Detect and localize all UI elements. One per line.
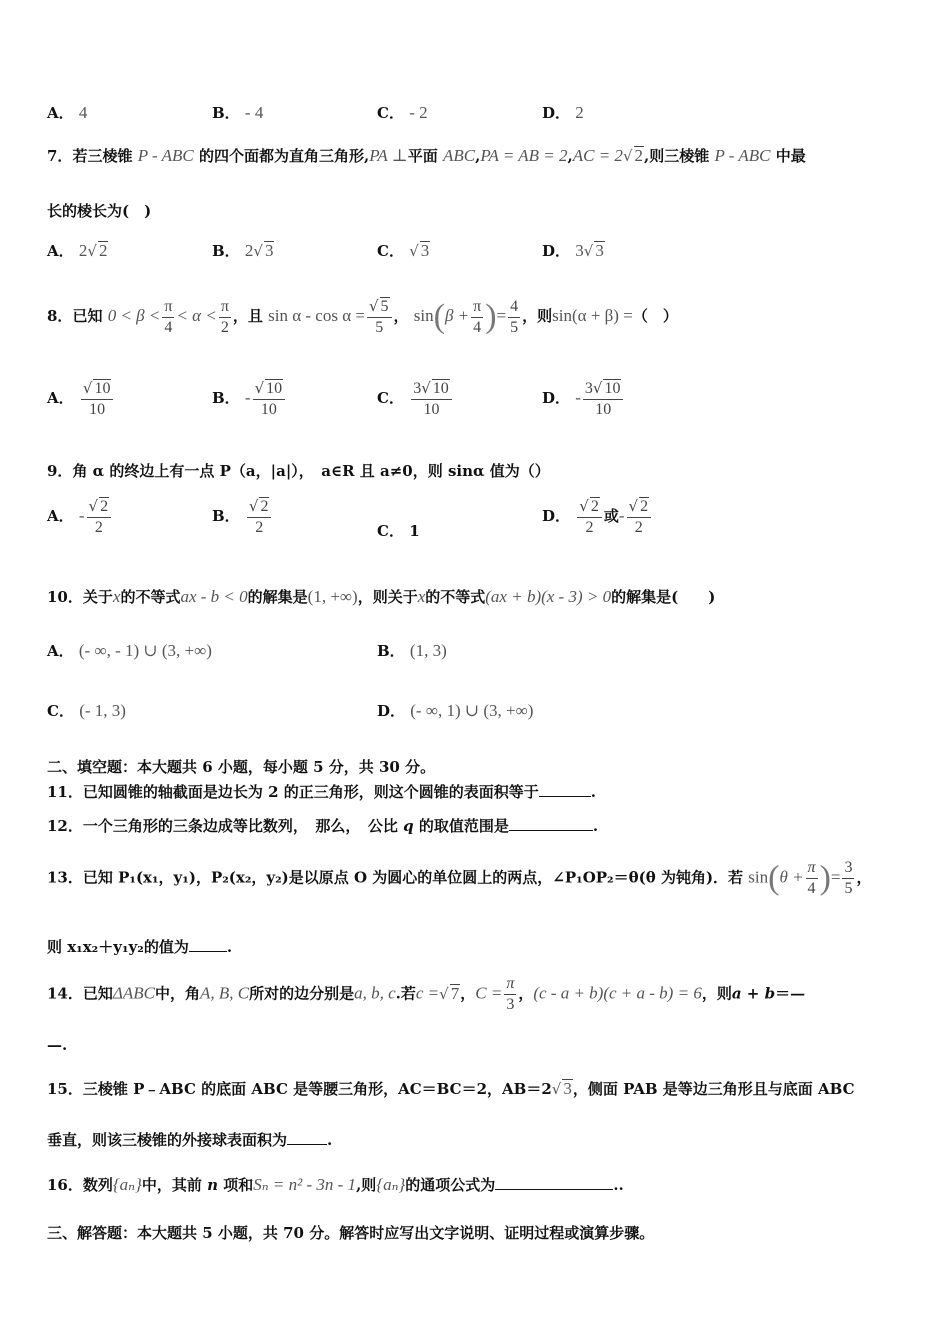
q16-stem: 16．数列{aₙ}中，其前 n 项和Sₙ = n² - 3n - 1,则{aₙ}的通项公式为 .. xyxy=(47,1175,624,1194)
q8-option-d: D． - $\frac{3√ 10}{10}$ xyxy=(542,378,625,420)
q7-option-b: B． 2√ 3 xyxy=(212,241,274,260)
q7-option-d: D． 3√ 3 xyxy=(542,241,604,260)
q13-answer-blank xyxy=(189,937,227,952)
q11-answer-blank xyxy=(539,782,591,797)
q13-stem-line2: 则 x₁x₂＋y₁y₂的值为 . xyxy=(47,938,233,956)
q9-option-d: D． $\frac{√ 2}{2}$ 或- $\frac{√ 2}{2}$ xyxy=(542,496,653,538)
q14-stem-line2: —. xyxy=(47,1036,68,1054)
q8-stem: 8．已知 0 < β < $\frac{\pi}{4}$ < α < $\frac{\pi}{2}$ ，且 sin α - cos α = $\frac{√ 5}{5}$ ， sin(β + $\frac{\pi}{4}$ )= $\frac{4}{5}$ ，则sin(α + β) =（ ） xyxy=(47,297,678,336)
q6-option-b: B． - 4 xyxy=(212,103,264,122)
q12-stem: 12．一个三角形的三条边成等比数列， 那么， 公比 q 的取值范围是 . xyxy=(47,817,599,835)
q10-option-c: C． (- 1, 3) xyxy=(47,701,126,720)
q7-option-a: A． 2√ 2 xyxy=(47,241,108,260)
section-3-header: 三、解答题：本大题共 5 小题，共 70 分。解答时应写出文字说明、证明过程或演算步骤。 xyxy=(47,1224,655,1242)
section-2-header: 二、填空题：本大题共 6 小题，每小题 5 分，共 30 分。 xyxy=(47,758,436,776)
q13-stem: 13．已知 P₁(x₁，y₁)，P₂(x₂，y₂)是以原点 O 为圆心的单位圆上的两点，∠P₁OP₂＝θ(θ 为钝角)．若 sin(θ + $\frac{\pi}{4}$ )= $\frac{3}{5}$ ， xyxy=(47,859,872,897)
q10-stem: 10．关于x的不等式ax - b < 0的解集是(1, +∞)，则关于x的不等式(ax + b)(x - 3) > 0的解集是( ) xyxy=(47,587,716,606)
q6-option-a: A． 4 xyxy=(47,103,88,122)
q11-stem: 11．已知圆锥的轴截面是边长为 2 的正三角形，则这个圆锥的表面积等于 . xyxy=(47,783,596,801)
q9-option-c: C． 1 xyxy=(377,522,420,540)
q9-option-a: A． - $\frac{√ 2}{2}$ xyxy=(47,496,113,538)
q8-option-c: C． $\frac{3√ 10}{10}$ xyxy=(377,378,454,420)
q9-stem: 9．角 α 的终边上有一点 P（a，|a|）， a∈R 且 a≠0，则 sinα 值为（） xyxy=(47,462,550,480)
q12-answer-blank xyxy=(509,816,593,831)
q8-option-b: B． - $\frac{√ 10}{10}$ xyxy=(212,378,287,420)
q10-option-d: D． (- ∞, 1) ∪ (3, +∞) xyxy=(377,701,534,720)
q6-option-d: D． 2 xyxy=(542,103,584,122)
q10-option-a: A． (- ∞, - 1) ∪ (3, +∞) xyxy=(47,641,212,660)
q7-stem: 7．若三棱锥 P - ABC 的四个面都为直角三角形,PA ⊥平面 ABC,PA = AB = 2,AC = 2√ 2,则三棱锥 P - ABC 中最 xyxy=(47,146,806,165)
q8-option-a: A． $\frac{√ 10}{10}$ xyxy=(47,378,115,420)
q9-option-b: B． $\frac{√ 2}{2}$ xyxy=(212,496,273,538)
q16-answer-blank xyxy=(495,1175,613,1190)
q15-answer-blank xyxy=(287,1130,327,1145)
q15-stem: 15．三棱锥 P﹣ABC 的底面 ABC 是等腰三角形，AC＝BC＝2，AB＝2√ 3，侧面 PAB 是等边三角形且与底面 ABC xyxy=(47,1079,855,1098)
q7-option-c: C． √ 3 xyxy=(377,241,430,260)
q6-option-c: C． - 2 xyxy=(377,103,428,122)
q15-stem-line2: 垂直，则该三棱锥的外接球表面积为 . xyxy=(47,1131,333,1149)
q10-option-b: B． (1, 3) xyxy=(377,641,447,660)
q7-stem-line2: 长的棱长为( ) xyxy=(47,202,152,220)
q14-stem: 14．已知ΔABC中，角A, B, C所对的边分别是a, b, c.若c =√ 7，C = $\frac{\pi}{3}$ ，(c - a + b)(c + a - b) = 6，则a + b＝— xyxy=(47,975,806,1013)
